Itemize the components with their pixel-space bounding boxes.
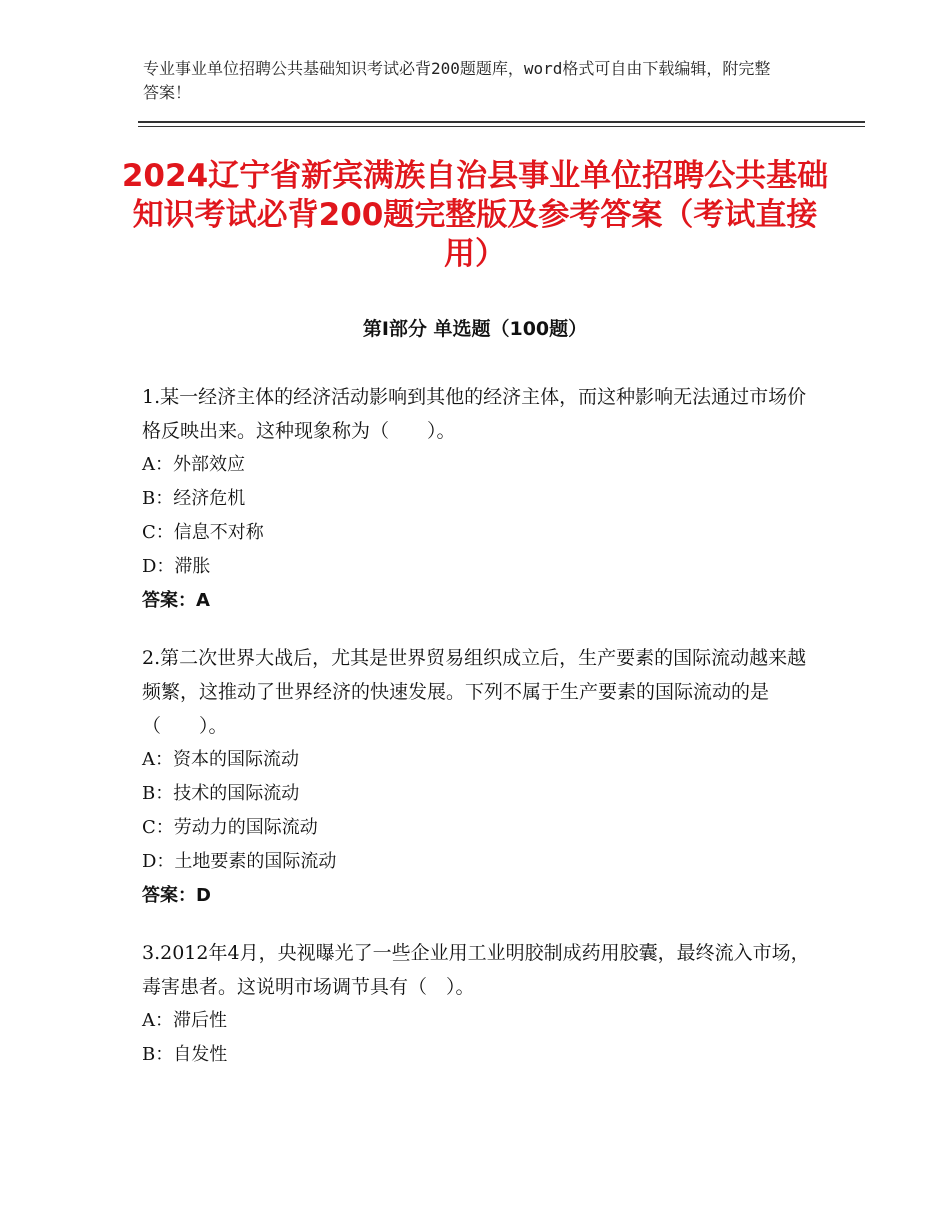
option-a: A：资本的国际流动: [142, 749, 299, 770]
section-title: 第Ⅰ部分 单选题（100题）: [362, 318, 588, 340]
question-stem: 2.第二次世界大战后，尤其是世界贸易组织成立后，生产要素的国际流动越来越频繁，这推动了世界经济的快速发展。下列不属于生产要素的国际流动的是（ ）。: [142, 647, 807, 737]
question-1: [142, 380, 810, 618]
option-c: C：劳动力的国际流动: [142, 817, 318, 838]
question-stem: 3.2012年4月，央视曝光了一些企业用工业明胶制成药用胶囊，最终流入市场，毒害患者。这说明市场调节具有（ ）。: [142, 942, 810, 998]
option-b: B：自发性: [142, 1044, 228, 1065]
option-c: C：信息不对称: [142, 522, 264, 543]
option-a: A：滞后性: [142, 1010, 227, 1031]
header-rule-thin: [138, 126, 865, 127]
answer: 答案：A: [142, 590, 210, 611]
question-3: [142, 936, 810, 1072]
document-title: 2024辽宁省新宾满族自治县事业单位招聘公共基础知识考试必背200题完整版及参考答案（考试直接用）: [121, 158, 829, 272]
question-2: [142, 641, 810, 913]
option-d: D：土地要素的国际流动: [142, 851, 337, 872]
header-note: 专业事业单位招聘公共基础知识考试必背200题题库，word格式可自由下载编辑，附完整答案！: [143, 59, 771, 102]
question-list: [142, 380, 810, 1095]
option-b: B：经济危机: [142, 488, 246, 509]
option-d: D：滞胀: [142, 556, 211, 577]
header-rule-thick: [138, 121, 865, 123]
option-b: B：技术的国际流动: [142, 783, 300, 804]
question-stem: 1.某一经济主体的经济活动影响到其他的经济主体，而这种影响无法通过市场价格反映出来。这种现象称为（ ）。: [142, 386, 807, 442]
answer: 答案：D: [142, 885, 211, 906]
option-a: A：外部效应: [142, 454, 245, 475]
